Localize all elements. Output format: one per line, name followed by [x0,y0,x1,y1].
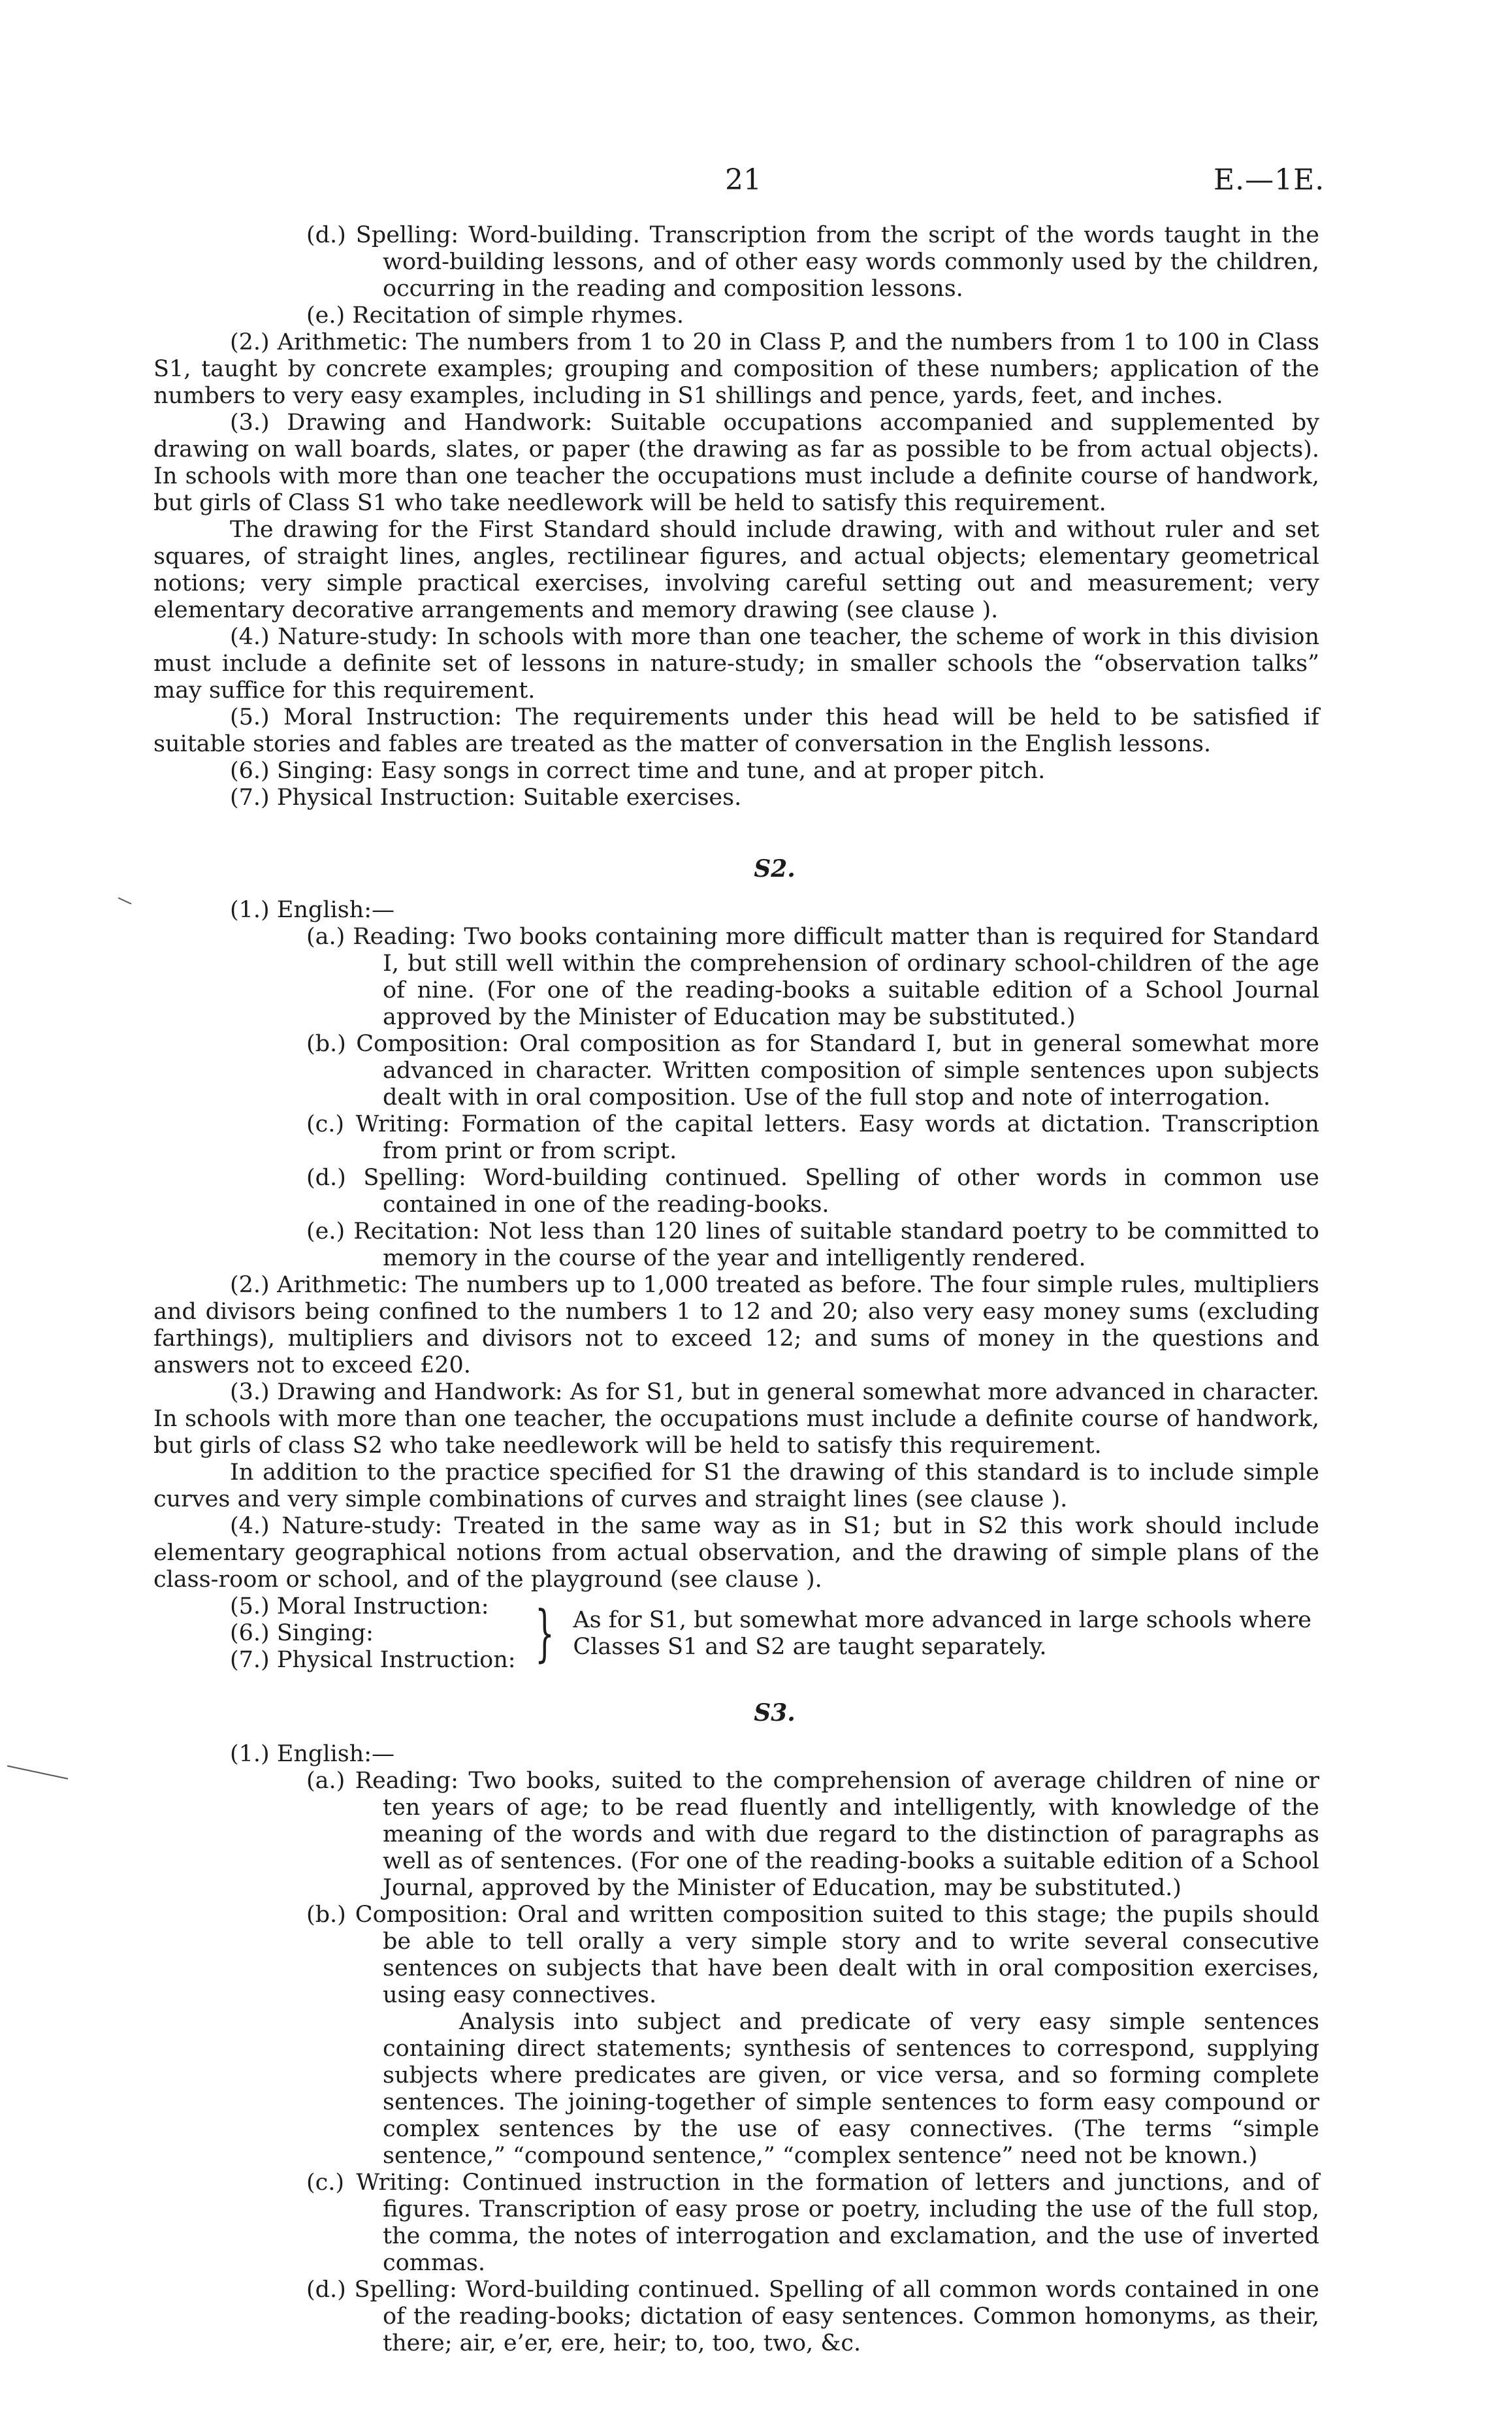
s2-english-label: (1.) English:— [230,897,395,923]
s2-nature-study: (4.) Nature-study: Treated in the same way as in S1; but in S2 this work should include elementary geographical notions from actual observation, and the drawing of simple plans of the class-room or school, and of the playground (see clause ). [153,1513,1319,1593]
body-text [153,222,1319,2357]
s2-drawing-note: In addition to the practice specified for S1 the drawing of this standard is to include simple curves and very simple combinations of curves and straight lines (see clause ). [153,1459,1319,1512]
s2-spelling: (d.) Spelling: Word-building continued. Spelling of other words in common use contained in one of the reading-books. [306,1165,1319,1218]
s3-composition: (b.) Composition: Oral and written composition suited to this stage; the pupils should be able to tell orally a very simple story and to write several consecutive sentences on subjects that have been dealt with in oral composition exercises, using easy connectives. [306,1902,1319,2008]
s3-analysis: Analysis into subject and predicate of very easy simple sentences containing direct statements; synthesis of sentences to correspond, supplying subjects where predicates are given, or vice versa, and so forming complete sentences. The joining-together of simple sentences to form easy compound or complex sentences by the use of easy connectives. (The terms “simple sentence,” “compound sentence,” “complex sentence” need not be known.) [383,2009,1319,2169]
s1-drawing: (3.) Drawing and Handwork: Suitable occupations accompanied and supplemented by drawing on wall boards, slates, or paper (the drawing as far as possible to be from actual objects). In schools with more than one teacher the occupations must include a definite course of handwork, but girls of Class S1 who take needlework will be held to satisfy this requirement. [153,410,1319,516]
stray-mark [118,897,132,904]
s1-moral: (5.) Moral Instruction: The requirements under this head will be held to be satisfied if suitable stories and fables are treated as the matter of conversation in the English lessons. [153,704,1319,757]
s1-drawing-note: The drawing for the First Standard should include drawing, with and without ruler and set squares, of straight lines, angles, rectilinear figures, and actual objects; elementary geometrical notions; very simple practical exercises, involving careful setting out and measurement; very elementary decorative arrangements and memory drawing (see clause ). [153,517,1319,623]
s2-arithmetic: (2.) Arithmetic: The numbers up to 1,000 treated as before. The four simple rules, multipliers and divisors being confined to the numbers 1 to 12 and 20; also very easy money sums (excluding farthings), multipliers and divisors not to exceed 12; and sums of money in the questions and answers not to exceed £20. [153,1272,1319,1378]
brace-items [230,1593,516,1674]
s2-recitation: (e.) Recitation: Not less than 120 lines of suitable standard poetry to be committed to memory in the course of the year and intelligently rendered. [306,1218,1319,1271]
s3-writing: (c.) Writing: Continued instruction in the formation of letters and junctions, and of figures. Transcription of easy prose or poetry, including the use of the full stop, the comma, the notes of interrogation and exclamation, and the use of inverted commas. [306,2170,1319,2276]
s2-composition: (b.) Composition: Oral composition as for Standard I, but in general somewhat more advanced in character. Written composition of simple sentences upon subjects dealt with in oral composition. Use of the full stop and note of interrogation. [306,1031,1319,1111]
s2-drawing: (3.) Drawing and Handwork: As for S1, but in general somewhat more advanced in character. In schools with more than one teacher, the occupations must include a definite course of handwork, but girls of class S2 who take needlework will be held to satisfy this requirement. [153,1379,1319,1459]
s3-reading: (a.) Reading: Two books, suited to the comprehension of average children of nine or ten years of age; to be read fluently and intelligently, with knowledge of the meaning of the words and with due regard to the distinction of paragraphs as well as of sentences. (For one of the reading-books a suitable edition of a School Journal, approved by the Minister of Education, may be substituted.) [306,1768,1319,1901]
brace-icon: } [534,1597,555,1669]
s3-english-label: (1.) English:— [230,1741,395,1767]
brace-text: As for S1, but somewhat more advanced in large schools where Classes S1 and S2 are taught separately. [573,1606,1311,1660]
s1-singing: (6.) Singing: Easy songs in correct time and tune, and at proper pitch. [230,758,1046,784]
s1-spelling: (d.) Spelling: Word-building. Transcription from the script of the words taught in the word-building lessons, and of other easy words commonly used by the children, occurring in the reading and composition lessons. [306,222,1319,302]
brace-item-singing: (6.) Singing: [230,1620,374,1646]
s3-spelling: (d.) Spelling: Word-building continued. Spelling of all common words contained in one of the reading-books; dictation of easy sentences. Common homonyms, as their, there; air, e’er, ere, heir; to, too, two, &c. [306,2277,1319,2356]
brace-item-moral: (5.) Moral Instruction: [230,1593,489,1619]
s2-heading: S2. [754,855,796,883]
s1-nature-study: (4.) Nature-study: In schools with more than one teacher, the scheme of work in this division must include a definite set of lessons in nature-study; in smaller schools the “observation talks” may suffice for this requirement. [153,624,1319,704]
brace-item-physical: (7.) Physical Instruction: [230,1647,516,1673]
s3-heading: S3. [754,1699,796,1727]
s1-physical: (7.) Physical Instruction: Suitable exercises. [230,785,742,811]
s2-reading: (a.) Reading: Two books containing more difficult matter than is required for Standard I, but still well within the comprehension of ordinary school-children of the age of nine. (For one of the reading-books a suitable edition of a School Journal approved by the Minister of Education may be substituted.) [306,924,1319,1030]
s2-writing: (c.) Writing: Formation of the capital letters. Easy words at dictation. Transcription from print or from script. [306,1111,1319,1164]
s2-brace-group [230,1593,1319,1674]
s1-recitation: (e.) Recitation of simple rhymes. [306,302,684,329]
s1-arithmetic: (2.) Arithmetic: The numbers from 1 to 20 in Class P, and the numbers from 1 to 100 in Class S1, taught by concrete examples; grouping and composition of these numbers; application of the numbers to very easy examples, including in S1 shillings and pence, yards, feet, and inches. [153,329,1319,409]
page-number: 21 [725,163,762,197]
stray-mark [7,1765,68,1780]
document-code: E.—1E. [1214,163,1325,197]
